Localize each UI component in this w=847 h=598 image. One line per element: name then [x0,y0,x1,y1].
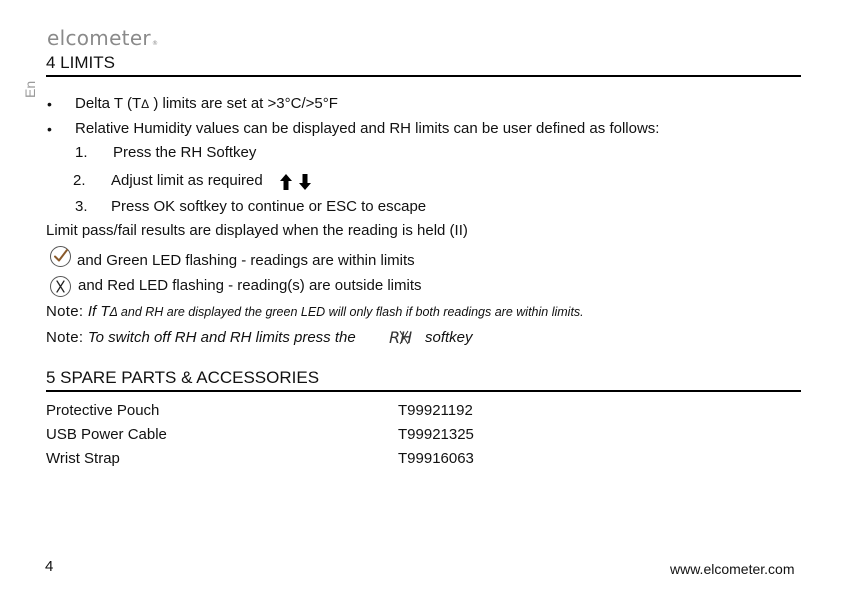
bullet-delta-t: Delta T (TΔ ) limits are set at >3°C/>5°F [75,95,338,112]
fail-text: and Red LED flashing - reading(s) are outside limits [78,277,422,294]
section-rule [46,390,801,392]
note-rh-off: Note: To switch off RH and RH limits press the [46,329,356,346]
pass-text: and Green LED flashing - readings are within limits [77,252,415,269]
checkmark-icon [50,246,71,267]
note-softkey-word: softkey [425,329,473,346]
footer-url: www.elcometer.com [670,561,795,577]
step-number: 3. [75,198,88,215]
step-number: 1. [75,144,88,161]
part-name: Protective Pouch [46,402,160,419]
bullet-relative-humidity: Relative Humidity values can be displayed and RH limits can be user defined as follows: [75,120,660,137]
part-code: T99921325 [398,426,474,443]
cross-icon [50,276,71,297]
section-rule [46,75,801,77]
rh-softkey-icon: RH [389,328,413,347]
part-name: Wrist Strap [46,450,120,467]
bullet-symbol: • [47,96,52,112]
step-text: Adjust limit as required [111,172,263,189]
step-text: Press OK softkey to continue or ESC to escape [111,198,427,215]
language-tab: En [22,80,38,98]
arrow-down-icon [299,174,311,190]
brand-logo: elcometer® [47,26,159,50]
part-code: T99921192 [398,402,473,419]
part-name: USB Power Cable [46,426,167,443]
arrow-up-icon [280,174,292,190]
page-number: 4 [45,558,54,575]
pass-fail-intro: Limit pass/fail results are displayed when the reading is held (II) [46,222,468,239]
bullet-symbol: • [47,121,52,137]
step-number: 2. [73,172,86,189]
note-delta-t: Note: If TΔ and RH are displayed the green LED will only flash if both readings are within limits. [46,303,584,320]
part-code: T99916063 [398,450,474,467]
step-text: Press the RH Softkey [113,144,257,161]
section-title-limits: 4 LIMITS [46,53,115,72]
registered-mark: ® [151,40,159,47]
arrow-up-down-icon [279,173,315,191]
section-title-spare-parts: 5 SPARE PARTS & ACCESSORIES [46,368,320,387]
